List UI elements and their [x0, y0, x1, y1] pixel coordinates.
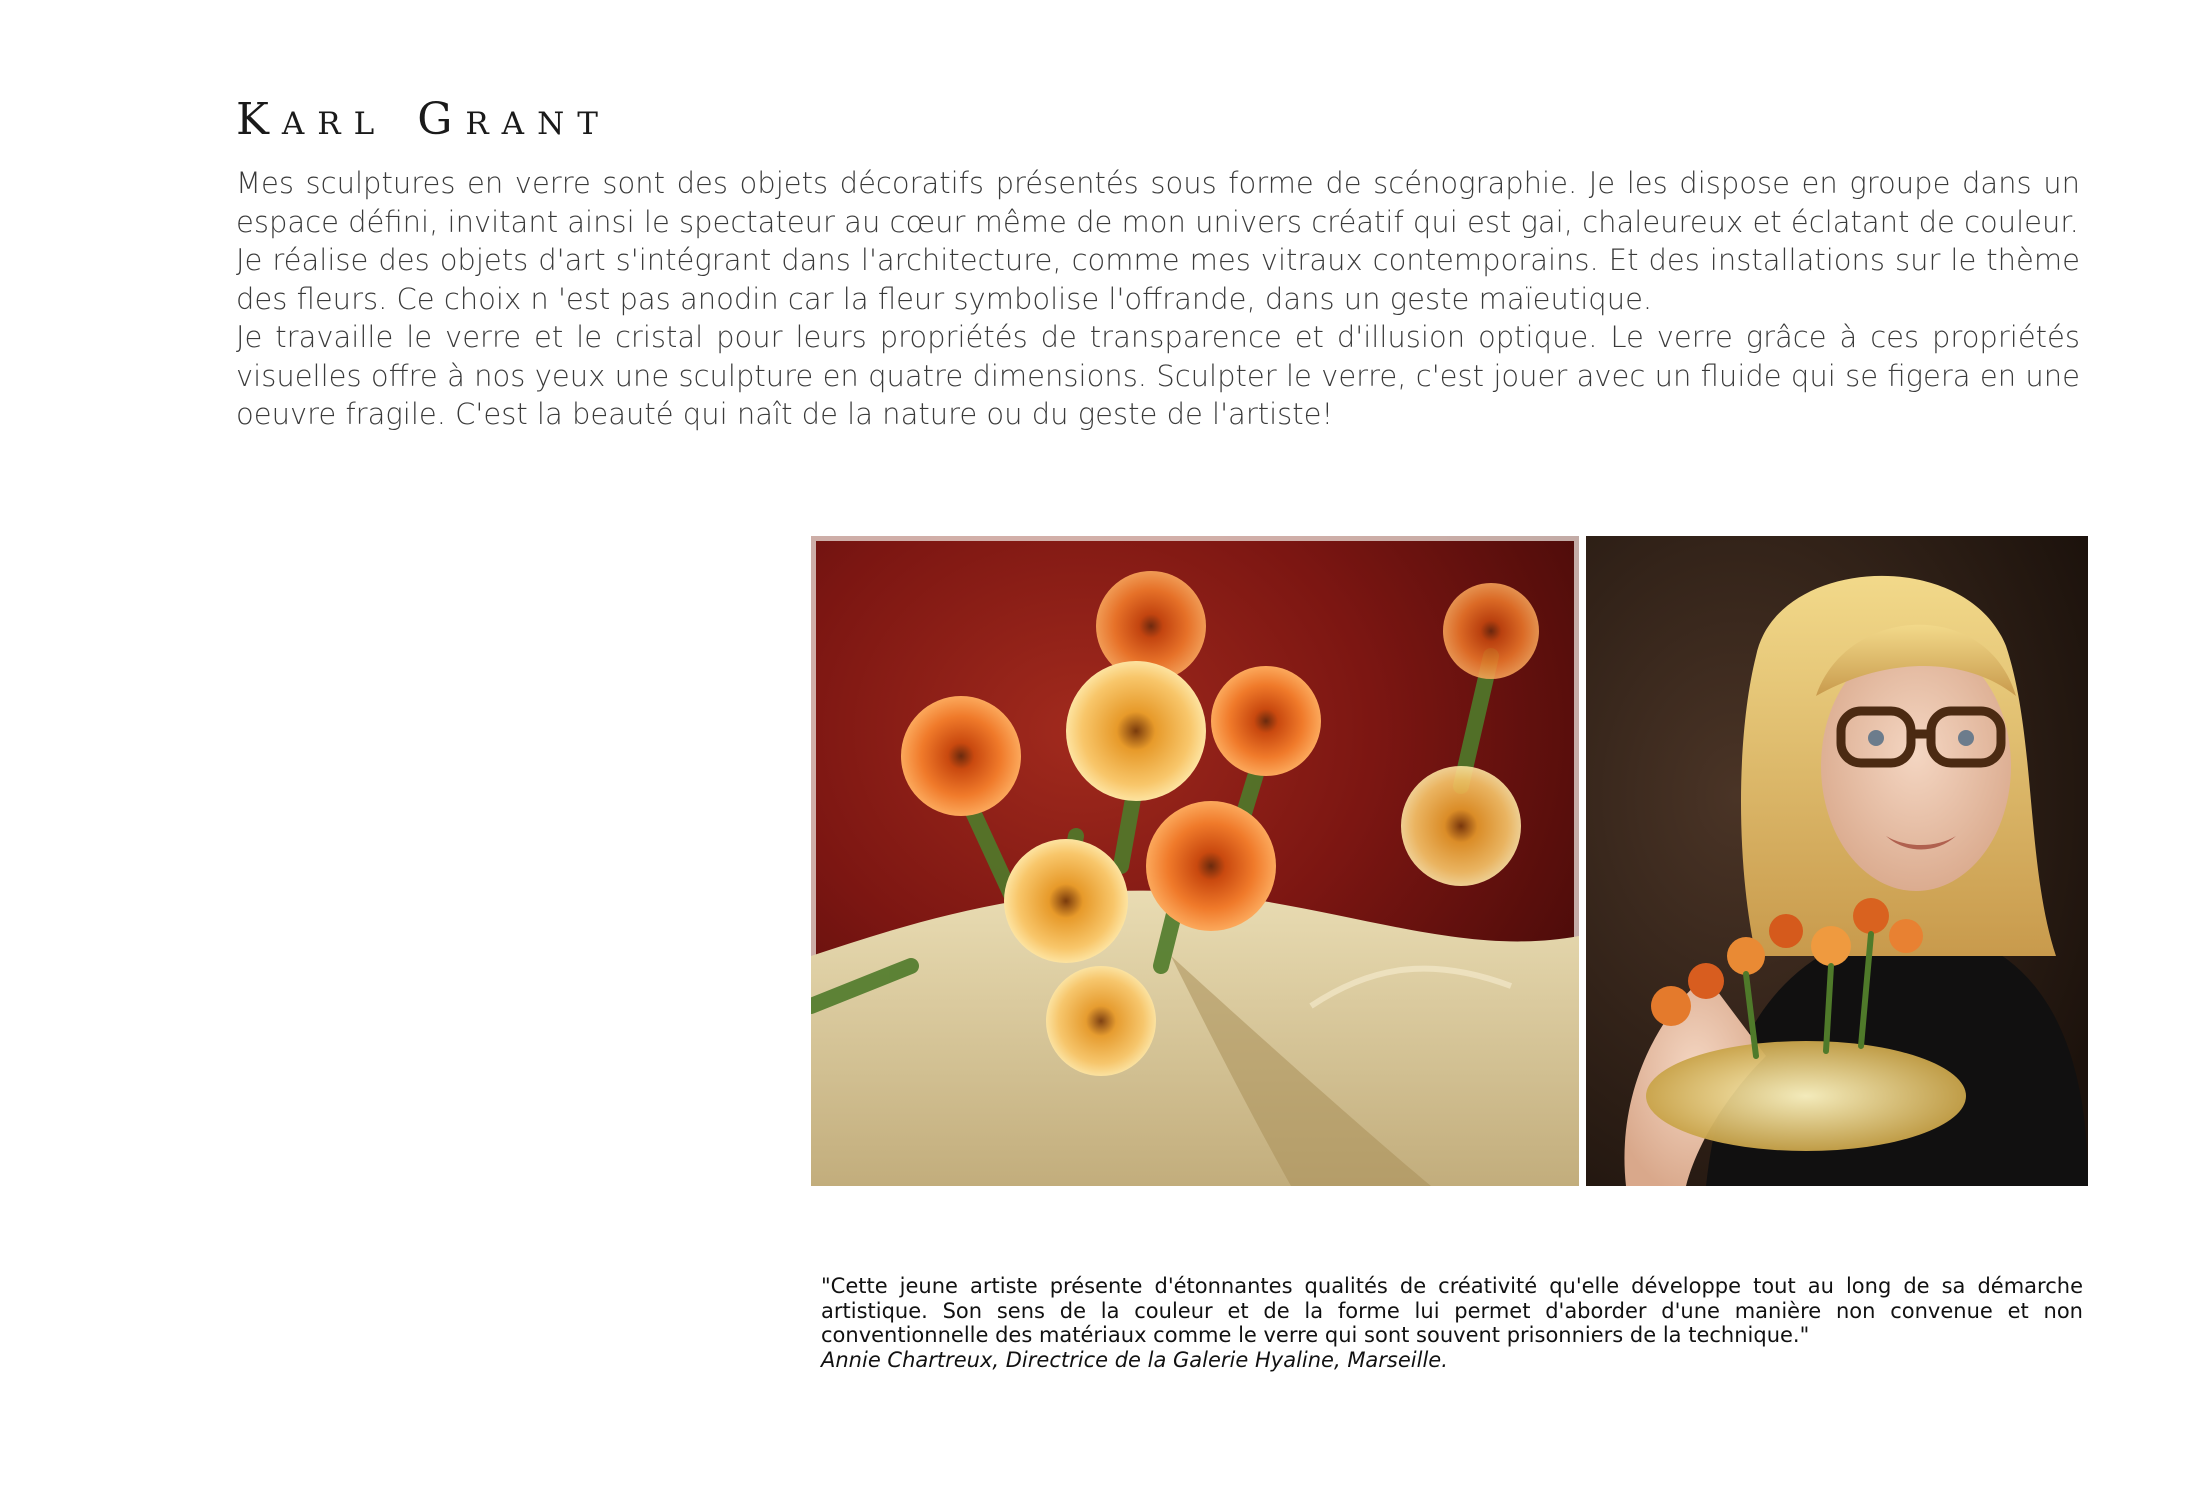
- artist-portrait-image: [1586, 536, 2088, 1186]
- artist-statement: [236, 164, 2080, 434]
- artist-last-name: Grant: [417, 94, 611, 145]
- glass-flowers-image: [811, 536, 1579, 1186]
- page-title: [236, 94, 641, 145]
- artist-portrait-photo: [1586, 536, 2088, 1186]
- testimonial-quote: [821, 1274, 2083, 1372]
- statement-paragraph: Je travaille le verre et le cristal pour leurs propriétés de transparence et d'illusion optique. Le verre grâce à ces propriétés visuelles offre à nos yeux une sculpture en quatre dimensions. Sculpter le verre, c'est jouer avec un fluide qui se figera en une oeuvre fragile. C'est la beauté qui naît de la nature ou du geste de l'artiste!: [236, 320, 2080, 431]
- statement-paragraph: Mes sculptures en verre sont des objets décoratifs présentés sous forme de scénographie. Je les dispose en groupe dans un espace défini, invitant ainsi le spectateur au cœur même de mon univers créatif qui est gai, chaleureux et éclatant de couleur.: [236, 166, 2080, 239]
- sculpture-photo: [811, 536, 1579, 1186]
- artist-first-name: Karl: [236, 94, 388, 145]
- statement-paragraph: Je réalise des objets d'art s'intégrant dans l'architecture, comme mes vitraux contemporains. Et des installations sur le thème des fleurs. Ce choix n 'est pas anodin car la fleur symbolise l'offrande, dans un geste maïeutique.: [236, 243, 2080, 316]
- quote-attribution: Annie Chartreux, Directrice de la Galerie Hyaline, Marseille.: [821, 1347, 1448, 1372]
- quote-text: "Cette jeune artiste présente d'étonnantes qualités de créativité qu'elle développe tout au long de sa démarche artistique. Son sens de la couleur et de la forme lui permet d'aborder d'une manière non convenue et non conventionnelle des matériaux comme le verre qui sont souvent prisonniers de la technique.": [821, 1274, 2083, 1347]
